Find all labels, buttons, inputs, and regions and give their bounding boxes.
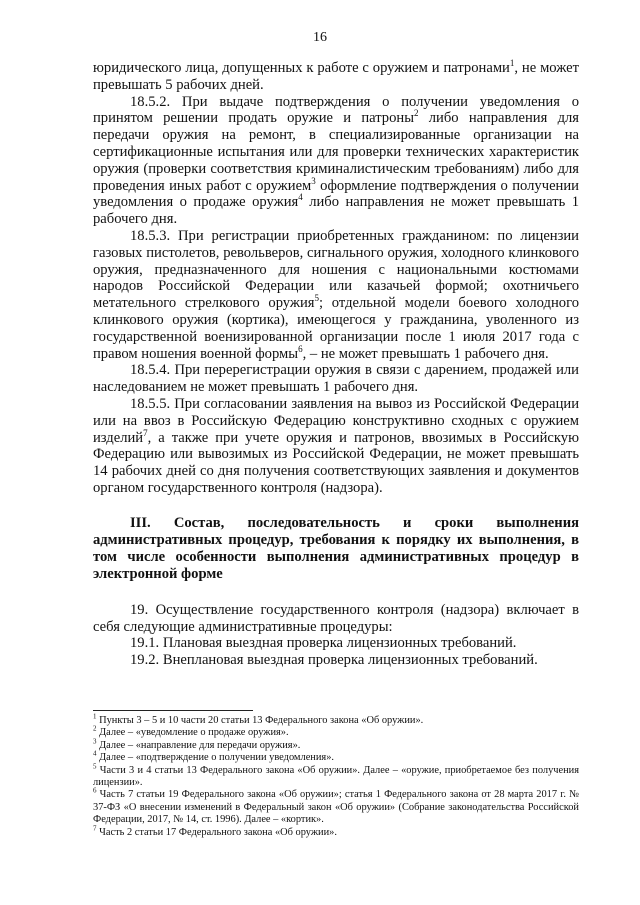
footnote-number: 1	[93, 712, 97, 721]
footnote-number: 4	[93, 749, 97, 758]
page-number: 16	[313, 30, 327, 45]
footnote-text: Далее – «уведомление о продаже оружия».	[96, 727, 289, 739]
text-run: , а также при учете оружия и патронов, ввозимых в Российскую Федерацию или вывозимых из Российской Федерации, не может превышать 14 рабочих дней со дня получения соответствующих заявления и документов органом государственного контроля (надзора).	[93, 429, 579, 496]
footnote	[93, 786, 579, 826]
footnote-text: Далее – «направление для передачи оружия».	[96, 739, 301, 751]
paragraph-18-5-2	[93, 94, 579, 228]
text-run: 18.5.3. При регистрации приобретенных гражданином: по лицензии газовых пистолетов, револьверов, сигнального оружия, холодного клинкового оружия, предназначенного для ношения с национальными костюмами народов Российской Федерации или казачьей формой; охотничьего метательного стрелкового оружия	[93, 227, 579, 312]
text-run: ; отдельной модели боевого холодного клинкового оружия (кортика), имеющегося у гражданина, уволенного из государственной военизированной организации после 1 июля 2017 года с правом ношения военной формы	[93, 295, 579, 362]
footnote-text: Пункты 3 – 5 и 10 части 20 статьи 13 Федерального закона «Об оружии».	[96, 715, 424, 726]
text-run: юридического лица, допущенных к работе с оружием и патронами	[93, 60, 510, 76]
paragraph-19-1: 19.1. Плановая выездная проверка лицензионных требований.	[130, 635, 517, 652]
footnote-ref[interactable]: 3	[311, 175, 316, 186]
footnote	[93, 749, 579, 764]
section-heading: III. Состав, последовательность и сроки выполнения административных процедур, требования к порядку их выполнения, в том числе особенности выполнения административных процедур в электронной форме	[93, 514, 579, 582]
footnote	[93, 724, 579, 739]
footnote	[93, 737, 579, 752]
text-run: , – не может превышать 1 рабочего дня.	[302, 345, 549, 362]
footnote	[93, 712, 579, 727]
paragraph-19: 19. Осуществление государственного контроля (надзора) включает в себя следующие административные процедуры:	[93, 601, 579, 635]
footnotes	[93, 712, 579, 839]
text-run: 18.5.5. При согласовании заявления на вывоз из Российской Федерации или на ввоз в Российскую Федерацию конструктивно сходных с оружием изделий	[93, 395, 579, 446]
text-run: , не может превышать 5 рабочих дней.	[93, 60, 579, 93]
text-run: либо направления не может превышать 1 рабочего дня.	[93, 194, 579, 228]
paragraph-19-2: 19.2. Внеплановая выездная проверка лицензионных требований.	[130, 652, 538, 669]
paragraph-18-5-1-continuation	[93, 60, 579, 94]
footnote-separator	[93, 710, 253, 711]
footnote-ref[interactable]: 2	[414, 108, 419, 119]
footnote-ref[interactable]: 4	[298, 192, 303, 203]
text-run: 18.5.2. При выдаче подтверждения о получении уведомления о принятом решении продать оружие и патроны	[93, 93, 579, 127]
text-run: оформление подтверждения о получении уведомления о продаже оружия	[93, 177, 579, 211]
footnote-ref[interactable]: 7	[143, 427, 148, 438]
footnote-text: Части 3 и 4 статьи 13 Федерального закона «Об оружии». Далее – «оружие, приобретаемое без получения лицензии».	[93, 764, 579, 789]
footnote-ref[interactable]: 5	[314, 293, 320, 304]
footnote-number: 5	[93, 762, 97, 771]
paragraph-18-5-5	[93, 396, 579, 497]
footnote-number: 6	[93, 786, 97, 795]
footnote-text: Далее – «подтверждение о получении уведомления».	[96, 752, 335, 764]
footnote-number: 3	[93, 737, 97, 746]
paragraph-18-5-3	[93, 228, 579, 362]
footnote-number: 2	[93, 724, 97, 733]
text-run: либо направления для передачи оружия на ремонт, в специализированные организации на сертификационные испытания или для проверки технических характеристик оружия (проверки соответствия криминалистическим требованиям) либо для проведения иных работ с оружием	[93, 110, 579, 194]
text-run: 18.5.4. При перерегистрации оружия в связи с дарением, продажей или наследованием не может превышать 1 рабочего дня.	[93, 362, 579, 396]
footnote	[93, 762, 579, 790]
footnote	[93, 824, 579, 839]
footnote-text: Часть 2 статьи 17 Федерального закона «Об оружии».	[96, 826, 337, 838]
footnote-number: 7	[93, 824, 97, 833]
footnote-ref[interactable]: 1	[509, 58, 515, 69]
paragraph-18-5-4	[93, 362, 579, 396]
main-text	[93, 60, 579, 669]
footnote-text: Часть 7 статьи 19 Федерального закона «Об оружии»; статья 1 Федерального закона от 28 марта 2017 г. № 37-ФЗ «О внесении изменений в Федеральный закон «Об оружии» (Собрание законодательства Российской Федерации, 2017, № 14, ст. 1996). Далее – «кортик».	[93, 789, 579, 826]
footnote-ref[interactable]: 6	[298, 343, 303, 354]
